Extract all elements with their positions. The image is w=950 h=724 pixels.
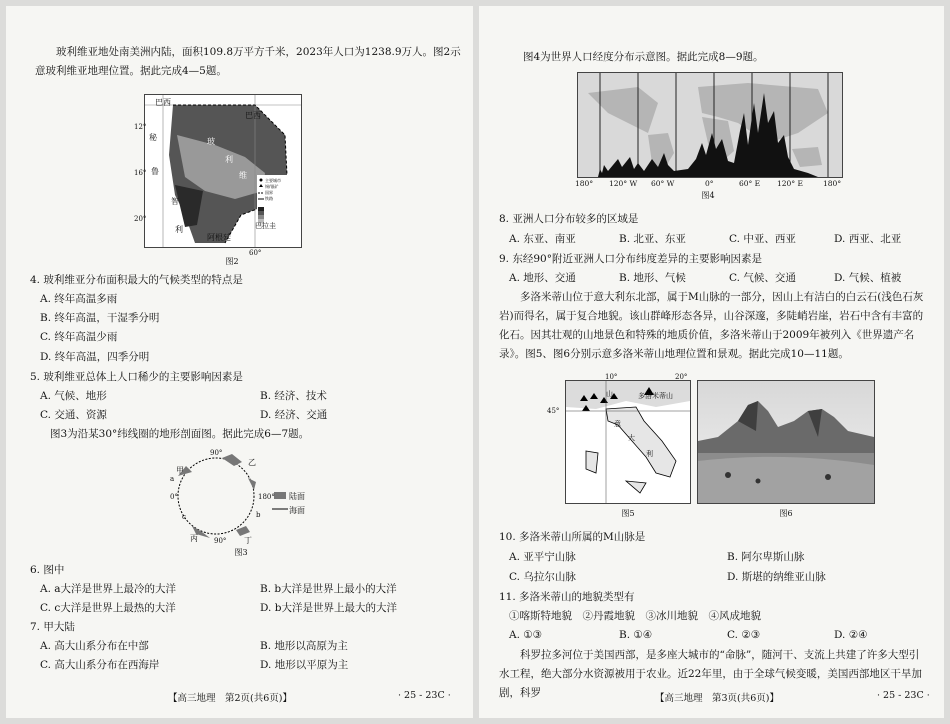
passage-fig3: 图3为沿某30°纬线圈的地形剖面图。据此完成6—7题。 (50, 428, 310, 440)
label-bo: 玻 (207, 137, 215, 146)
q11-option-a[interactable]: A. ①③ (509, 629, 543, 641)
fig3-ding: 丁 (244, 536, 252, 545)
q8-stem: 8. 亚洲人口分布较多的区域是 (499, 213, 639, 225)
fig3-yi: 乙 (248, 458, 256, 467)
figure-2-caption: 图2 (225, 257, 239, 266)
fig3-0: 0° (170, 493, 178, 501)
fig5-shan: 山 (606, 390, 613, 398)
label-peru-2: 鲁 (151, 167, 159, 176)
q11-choices: ①喀斯特地貌 ②丹霞地貌 ③冰川地貌 ④风成地貌 (509, 610, 761, 622)
fig5-lat-45: 45° (547, 407, 560, 415)
fig3-legend-land: 陆面 (289, 492, 305, 501)
q9-option-d[interactable]: D. 气候、植被 (834, 272, 902, 284)
fig5-dolomites: 多洛米蒂山 (638, 392, 673, 400)
fig5-lon-20: 20° (675, 373, 688, 381)
q11-option-d[interactable]: D. ②④ (834, 629, 868, 641)
footer-code-left: · 25 - 23C · (398, 690, 451, 701)
label-peru-1: 秘 (149, 133, 157, 142)
fig3-90-bottom: 90° (214, 537, 227, 545)
fig5-yi: 意 (614, 420, 621, 428)
q7-stem: 7. 甲大陆 (30, 621, 75, 633)
figure-4-caption: 图4 (701, 191, 715, 200)
fig5-lon-10: 10° (605, 373, 618, 381)
footer-code-right: · 25 - 23C · (877, 690, 930, 701)
fig3-bing: 丙 (190, 534, 198, 543)
q7-option-b[interactable]: B. 地形以高原为主 (260, 640, 348, 652)
figure-5-caption: 图5 (621, 509, 635, 518)
footer-subject-left: 【高三地理 第2页(共6页)】 (168, 693, 293, 704)
left-page (6, 6, 473, 718)
label-paraguay: 巴拉圭 (255, 222, 276, 230)
svg-text:国界: 国界 (265, 190, 273, 195)
fig4-tick-60w: 60° W (651, 179, 675, 188)
label-brazil-2: 巴西 (245, 111, 261, 120)
fig3-legend-sea: 海面 (289, 506, 305, 515)
fig4-tick-180e: 180° (823, 179, 842, 188)
figure-3-profile (156, 448, 326, 548)
label-li: 利 (225, 155, 233, 164)
q9-option-a[interactable]: A. 地形、交通 (509, 272, 576, 284)
label-chile-2: 利 (175, 225, 183, 234)
fig3-c: c (182, 513, 186, 521)
passage-dolomites: 多洛米蒂山位于意大利东北部，属于M山脉的一部分，因山上有洁白的白云石(浅色石灰岩)而得名，属于复合地貌。该山群峰形态各异，山谷深邃，多陡峭岩崖，岩石中含有丰富的化石。因其壮观的山地景色和特殊的地质价值，多洛米蒂山于2009年被列入《世界遗产名录》。图5、图6分别示意多洛米蒂山地理位置和景观。据此完成10—11题。 (499, 291, 924, 360)
q7-option-c[interactable]: C. 高大山系分布在西海岸 (40, 659, 160, 671)
lat-20: 20° (134, 215, 147, 223)
q5-option-b[interactable]: B. 经济、技术 (260, 390, 327, 402)
q10-stem: 10. 多洛米蒂山所属的M山脉是 (499, 531, 646, 543)
passage-bolivia: 玻利维亚地处南美洲内陆，面积109.8万平方千米，2023年人口为1238.9万人。图2示意玻利维亚地理位置。据此完成4—5题。 (35, 46, 461, 77)
figure-5-map (565, 380, 691, 504)
fig3-jia: 甲 (176, 466, 184, 475)
q8-option-b[interactable]: B. 北亚、东亚 (619, 233, 686, 245)
figure-6-caption: 图6 (779, 509, 793, 518)
lat-12: 12° (134, 123, 147, 131)
right-page (479, 6, 944, 718)
label-chile-1: 智 (171, 197, 179, 206)
figure-4-population (577, 72, 843, 178)
fig3-b: b (256, 511, 261, 519)
fig3-180: 180° (258, 493, 275, 501)
q5-stem: 5. 玻利维亚总体上人口稀少的主要影响因素是 (30, 371, 243, 383)
fig4-tick-60e: 60° E (739, 179, 761, 188)
q8-option-c[interactable]: C. 中亚、西亚 (729, 233, 796, 245)
q6-option-b[interactable]: B. b大洋是世界上最小的大洋 (260, 583, 397, 595)
svg-text:铁路: 铁路 (265, 196, 273, 201)
q6-stem: 6. 图中 (30, 564, 65, 576)
q5-option-a[interactable]: A. 气候、地形 (40, 390, 107, 402)
q4-option-b[interactable]: B. 终年高温，干湿季分明 (40, 312, 160, 324)
q9-option-c[interactable]: C. 气候、交通 (729, 272, 796, 284)
q6-option-d[interactable]: D. b大洋是世界上最大的大洋 (260, 602, 397, 614)
fig4-tick-0: 0° (705, 179, 714, 188)
svg-text:主要城市: 主要城市 (265, 178, 281, 183)
fig5-li: 利 (646, 450, 653, 458)
q6-option-c[interactable]: C. c大洋是世界上最热的大洋 (40, 602, 176, 614)
figure-3-caption: 图3 (234, 548, 248, 557)
q5-option-d[interactable]: D. 经济、交通 (260, 409, 328, 421)
q9-stem: 9. 东经90°附近亚洲人口分布纬度差异的主要影响因素是 (499, 253, 762, 265)
fig4-tick-180w: 180° (575, 179, 594, 188)
q7-option-d[interactable]: D. 地形以平原为主 (260, 659, 349, 671)
q10-option-d[interactable]: D. 斯堪的纳维亚山脉 (727, 571, 826, 583)
fig3-a: a (170, 475, 175, 483)
fig5-da: 大 (628, 434, 635, 442)
figure-2-map (144, 94, 302, 248)
label-argentina: 阿根廷 (207, 233, 231, 242)
q11-option-b[interactable]: B. ①④ (619, 629, 653, 641)
passage-colorado: 科罗拉多河位于美国西部，是多座大城市的“命脉”，随河干、支流上共建了许多大型引水工程，绝大部分水资源被用于农业。近22年里，由于全球气候变暖，美国西部地区干旱加剧，科罗 (499, 649, 922, 699)
footer-subject-right: 【高三地理 第3页(共6页)】 (655, 693, 780, 704)
q4-stem: 4. 玻利维亚分布面积最大的气候类型的特点是 (30, 274, 243, 286)
figure-6-photo (697, 380, 875, 504)
q8-option-a[interactable]: A. 东亚、南亚 (509, 233, 576, 245)
q11-option-c[interactable]: C. ②③ (727, 629, 761, 641)
q5-option-c[interactable]: C. 交通、资源 (40, 409, 107, 421)
q9-option-b[interactable]: B. 地形、气候 (619, 272, 686, 284)
fig3-90-top: 90° (210, 449, 223, 457)
q8-option-d[interactable]: D. 西亚、北亚 (834, 233, 902, 245)
q7-option-a[interactable]: A. 高大山系分布在中部 (40, 640, 149, 652)
q10-option-a[interactable]: A. 亚平宁山脉 (509, 551, 576, 563)
q10-option-b[interactable]: B. 阿尔卑斯山脉 (727, 551, 805, 563)
q4-option-d[interactable]: D. 终年高温，四季分明 (40, 351, 150, 363)
q6-option-a[interactable]: A. a大洋是世界上最冷的大洋 (40, 583, 177, 595)
q11-stem: 11. 多洛米蒂山的地貌类型有 (499, 591, 635, 603)
passage-fig4: 图4为世界人口经度分布示意图。据此完成8—9题。 (523, 51, 764, 63)
q10-option-c[interactable]: C. 乌拉尔山脉 (509, 571, 576, 583)
lat-16: 16° (134, 169, 147, 177)
svg-text:锡/银矿: 锡/银矿 (265, 184, 279, 189)
label-wei: 维 (239, 171, 247, 180)
q4-option-c[interactable]: C. 终年高温少雨 (40, 331, 118, 343)
fig4-tick-120w: 120° W (609, 179, 638, 188)
fig4-tick-120e: 120° E (777, 179, 803, 188)
label-brazil-1: 巴西 (155, 98, 171, 107)
q4-option-a[interactable]: A. 终年高温多雨 (40, 293, 118, 305)
lon-60: 60° (249, 249, 262, 257)
